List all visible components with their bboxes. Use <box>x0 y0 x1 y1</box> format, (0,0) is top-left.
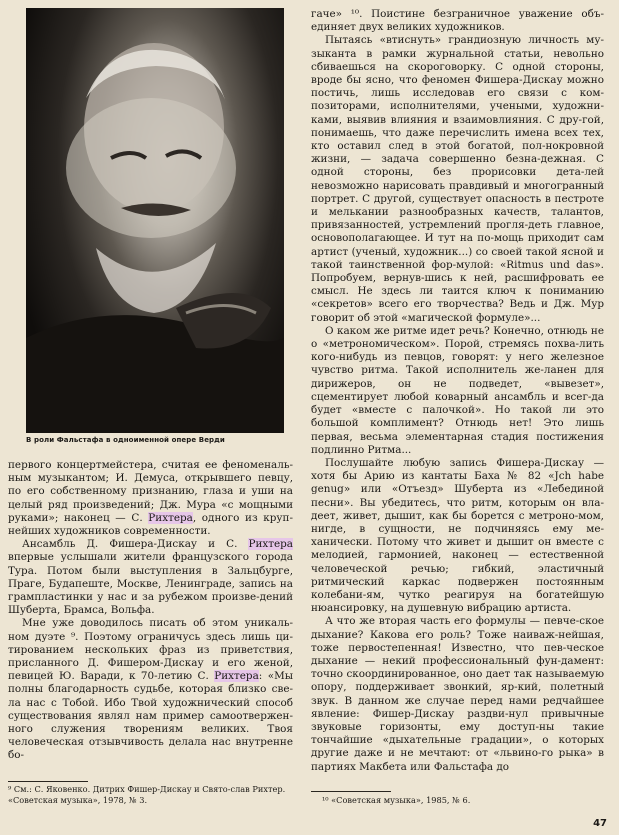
photo-caption: В роли Фальстафа в одноименной опере Верди <box>26 436 225 444</box>
text-run: , одного из круп-нейших художников современности. <box>8 511 293 538</box>
paragraph <box>8 538 293 617</box>
paragraph: Послушайте любую запись Фишера-Дискау — хотя бы Арию из кантаты Баха № 82 «Jch habe genug» или «Отъезд» Шуберта из «Лебединой песни». Вы убедитесь, что ритм, которым он вла-деет, живет, дышит, как бы борется с метроно-мом, нигде, в сущности, не подчиняясь ему ме-ханически. Потому что живет и дышит он вместе с мелодией, гармонией, наконец — естественной человеческой речью; гибкий, эластичный ритмический каркас подвержен постоянным колебани-ям, чутко реагируя на богатейшую нюансировку, на душевную вибрацию артиста. <box>311 456 604 615</box>
page-number: 47 <box>593 818 607 829</box>
footnote-rule-left <box>8 781 88 782</box>
footnote-rule-right <box>311 791 391 792</box>
text-run: первого концертмейстера, считая ее феноменаль-ным музыкантом; И. Демуса, открывшего певцу, по его собственному признанию, глаза и уши на целый ряд произведений; Дж. Мура «с мощными руками»; наконец — С. <box>8 459 293 524</box>
highlighted-name: Рихтера <box>248 538 293 551</box>
paragraph: Пытаясь «втиснуть» грандиозную личность му-зыканта в рамки журнальной статьи, невольно сбиваешься на скороговорку. С одной стороны, вроде бы ясно, что феномен Фишера-Дискау можно постичь, лишь исследовав его связи с ком-позиторами, исполнителями, учеными, художни-ками, выявив влияния и взаимовлияния. С дру-гой, понимаешь, что даже перечислить имена всех тех, кто оставил след в этой богатой, пол-нокровной жизни, — задача совершенно безна-дежная. С одной стороны, без прорисовки дета-лей невозможно нарисовать правдивый и многогранный портрет. С другой, существует опасность в пестроте и мелькании разнообразных качеств, талантов, привязанностей, устремлений прогля-деть главное, основополагающее. И тут на по-мощь приходит сам артист (ученый, художник...) со своей такой ясной и такой таинственной фор-мулой: «Ritmus und das». Попробуем, вернув-шись к ней, расшифровать ее смысл. Не здесь ли таится ключ к пониманию «секретов» всего его творчества? Ведь и Дж. Мур говорит об этой «магической формуле»... <box>311 34 604 324</box>
footnote-right: ¹⁰ «Советская музыка», 1985, № 6. <box>322 795 471 805</box>
text-run: впервые услышали жители французского города Тура. Потом были выступления в Зальцбурге, Праге, Будапеште, Москве, Ленинграде, запись на грампластинки у нас и за рубежом произве-дений Шуберта, Брамса, Вольфа. <box>8 551 293 617</box>
right-text-column <box>311 8 604 774</box>
falstaff-photo <box>26 8 284 433</box>
photo-illustration <box>26 8 284 433</box>
paragraph: гаче» ¹⁰. Поистине безграничное уважение объ-единяет двух великих художников. <box>311 8 604 34</box>
text-run: Ансамбль Д. Фишера-Дискау и С. <box>22 538 249 551</box>
paragraph: А что же вторая часть его формулы — певче-ское дыхание? Какова его роль? Тоже наиваж-нейшая, тоже первостепенная! Известно, что пев-ческое дыхание — некий профессиональный фун-дамент: точно скоординированное, оно дает так называемую опору, поддерживает звонкий, яр-кий, полетный звук. В данном же случае перед нами редчайшее явление: Фишер-Дискау раздви-нул привычные звуковые горизонты, ему доступ-ны такие тончайшие «дыхательные градации», о которых другие даже и не мечтают: от «львино-го рыка» в партиях Макбета или Фальстафа до <box>311 615 604 773</box>
left-text-column <box>8 459 293 763</box>
paragraph <box>8 459 293 538</box>
text-run: : «Мы полны благодарность судьбе, которая близко све-ла нас с Тобой. Ибо Твой художнический способ существования являл нам пример самоотвержен-ного служения творениям великих. Твоя человеческая отзывчивость делала нас внутренне бо- <box>8 670 293 762</box>
highlighted-name: Рихтера <box>214 670 259 683</box>
text-run: Мне уже доводилось писать об этом уникаль-ном дуэте ⁹. Поэтому ограничусь здесь лишь ци-тированием нескольких фраз из приветствия, присланного Д. Фишером-Дискау и его женой, певицей Ю. Варади, к 70-летию С. <box>8 617 293 683</box>
footnote-left: ⁹ См.: С. Яковенко. Дитрих Фишер-Дискау и Свято-слав Рихтер. «Советская музыка», 1978, № 3. <box>8 784 286 805</box>
paragraph <box>8 617 293 762</box>
highlighted-name: Рихтера <box>148 511 193 524</box>
paragraph: О каком же ритме идет речь? Конечно, отнюдь не о «метрономическом». Порой, стремясь похва-лить кого-нибудь из певцов, говорят: у него железное чувство ритма. Такой исполнитель же-ланен для дирижеров, он не подведет, «вывезет», сцементирует любой коварный ансамбль и всег-да будет «вместе с палочкой». Но такой ли это большой комплимент? Отнюдь нет! Это лишь первая, весьма элементарная стадия постижения подлинно Ритма... <box>311 324 604 456</box>
